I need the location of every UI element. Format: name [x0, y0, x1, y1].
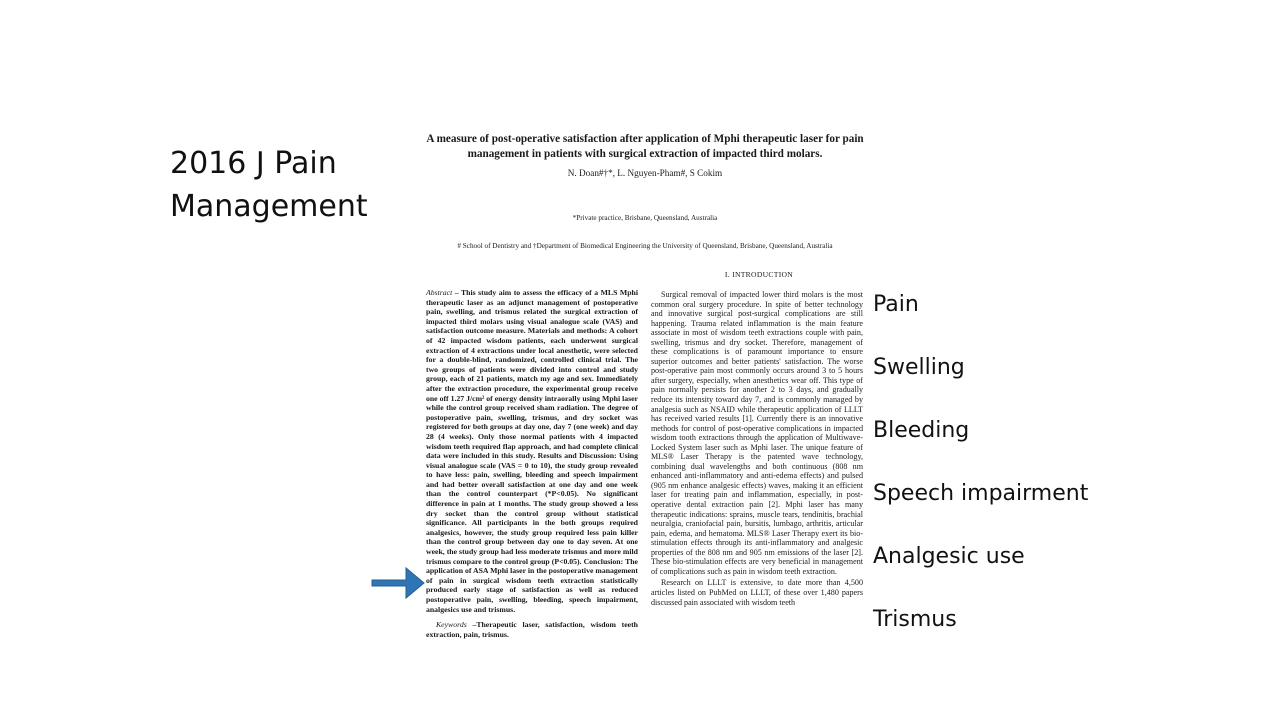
arrow-right-icon [370, 563, 426, 603]
abstract [426, 288, 638, 614]
intro-paragraph-2: Research on LLLT is extensive, to date more than 4,500 articles listed on PubMed on LLLT, of these over 1,480 papers discussed pain associated with wisdom teeth [651, 578, 863, 607]
outcome-item-trismus: Trismus [873, 607, 957, 632]
paper-affiliation-2: # School of Dentistry and †Department of Biomedical Engineering the University of Queensland, Brisbane, Queensland, Australia [457, 242, 833, 250]
outcome-list [873, 285, 1088, 663]
introduction-heading: I. INTRODUCTION [724, 270, 794, 279]
abstract-text: – This study aim to assess the efficacy of a MLS Mphi therapeutic laser as an adjunct management of postoperative pain, swelling, and trismus related the surgical extraction of impacted third molars using visual analogue scale (VAS) and satisfaction outcome measure. Materials and methods: A cohort of 42 impacted wisdom patients, each underwent surgical extraction of 4 extractions under local anesthetic, were selected for a double-blind, randomized, controlled clinical trial. The two groups of patients were divided into control and study group, each of 21 patients, match my age and sex. Immediately after the extraction procedure, the experimental group receive one off 1.27 J/cm² of energy density intraorally using Mphi laser while the control group received sham radiation. The degree of postoperative pain, swelling, trismus, and dry socket was registered for both groups at day one, day 7 (one week) and day 28 (4 weeks). Only those normal patients with 4 impacted wisdom teeth required flap approach, and had complete clinical data were included in this study. Results and Discussion: Using visual analogue scale (VAS = 0 to 10), the study group revealed to have less: pain, swelling, bleeding and speech impairment and had better overall satisfaction at one day and one week than the control counterpart (*P<0.05). No significant difference in pain at 1 months. The study group showed a less dry socket than the control group without statistical significance. All participants in the both groups required analgesics, however, the study group required less pain killer than the control group between day one to day seven. At one week, the study group had less moderate trismus and more mild trismus compare to the control group (P<0.05). Conclusion: The application of ASA Mphi laser in the postoperative management of pain in surgical wisdom teeth extraction statistically produced early stage of satisfaction as well as reduced postoperative pain, swelling, bleeding, speech impairment, analgesics use and trismus. [426, 288, 638, 614]
keywords [426, 620, 638, 639]
keywords-text: –Therapeutic laser, satisfaction, wisdom teeth extraction, pain, trismus. [426, 620, 638, 639]
paper-authors: N. Doan#†*, L. Nguyen-Pham#, S Cokim [567, 168, 723, 178]
introduction-column [651, 290, 863, 607]
intro-paragraph-1: Surgical removal of impacted lower third molars is the most common oral surgery procedure. In spite of better technology and innovative surgical post-surgical complications are still happening. Trauma related inflammation is the main feature associate in most of wisdom teeth extractions couple with pain, swelling, trismus and dry socket. Therefore, management of these complications is of paramount importance to ensure superior outcomes and better patients' satisfaction. The worse post-operative pain most commonly occurs around 3 to 5 hours after surgery, especially, when anesthetics wear off. This type of pain normally persists for another 2 to 3 days, and gradually reduce its intensity toward day 7, and is commonly managed by analgesia such as NSAID while therapeutic application of LLLT has received varied results [1]. Currently there is an innovative methods for control of post-operative complications in impacted wisdom tooth extractions through the application of Multiwave-Locked System laser such as Mphi laser. The unique feature of MLS® Laser Therapy is the patented wave technology, combining dual wavelengths and both continuous (808 nm enhanced anti-inflammatory and anti-edema effects) and pulsed (905 nm enhance analgesic effects) waves, making it an efficient laser for treating pain and inflammation, especially, in post-operative dental extraction pain [2]. Mphi laser has many therapeutic indications: sprains, muscle tears, tendinitis, brachial neuralgia, craniofacial pain, bursitis, lumbago, arthritis, articular pain, edema, and hematoma. MLS® Laser Therapy exert its bio-stimulation effects through its anti-inflammatory and analgesic properties of the 808 nm and 905 nm emissions of the laser [2]. These bio-stimulation effects are very beneficial in management of complications such as pain in wisdom teeth extraction. [651, 290, 863, 576]
outcome-item-pain: Pain [873, 292, 919, 317]
outcome-item-swelling: Swelling [873, 355, 965, 380]
outcome-item-speech-impairment: Speech impairment [873, 481, 1089, 506]
outcome-item-bleeding: Bleeding [873, 418, 970, 443]
slide-title-line2: Management [170, 189, 368, 224]
abstract-column [426, 288, 638, 639]
paper-excerpt-image [425, 130, 865, 655]
slide-title-line1: 2016 J Pain [170, 146, 337, 181]
keywords-label: Keywords [436, 620, 467, 630]
outcome-item-analgesic-use: Analgesic use [873, 544, 1025, 569]
slide-title [170, 142, 400, 228]
paper-affiliation-1: *Private practice, Brisbane, Queensland, Australia [572, 214, 718, 222]
abstract-label: Abstract [426, 288, 453, 297]
paper-title: A measure of post-operative satisfaction after application of Mphi therapeutic laser for pain management in patients with surgical extraction of impacted third molars. [426, 133, 864, 160]
